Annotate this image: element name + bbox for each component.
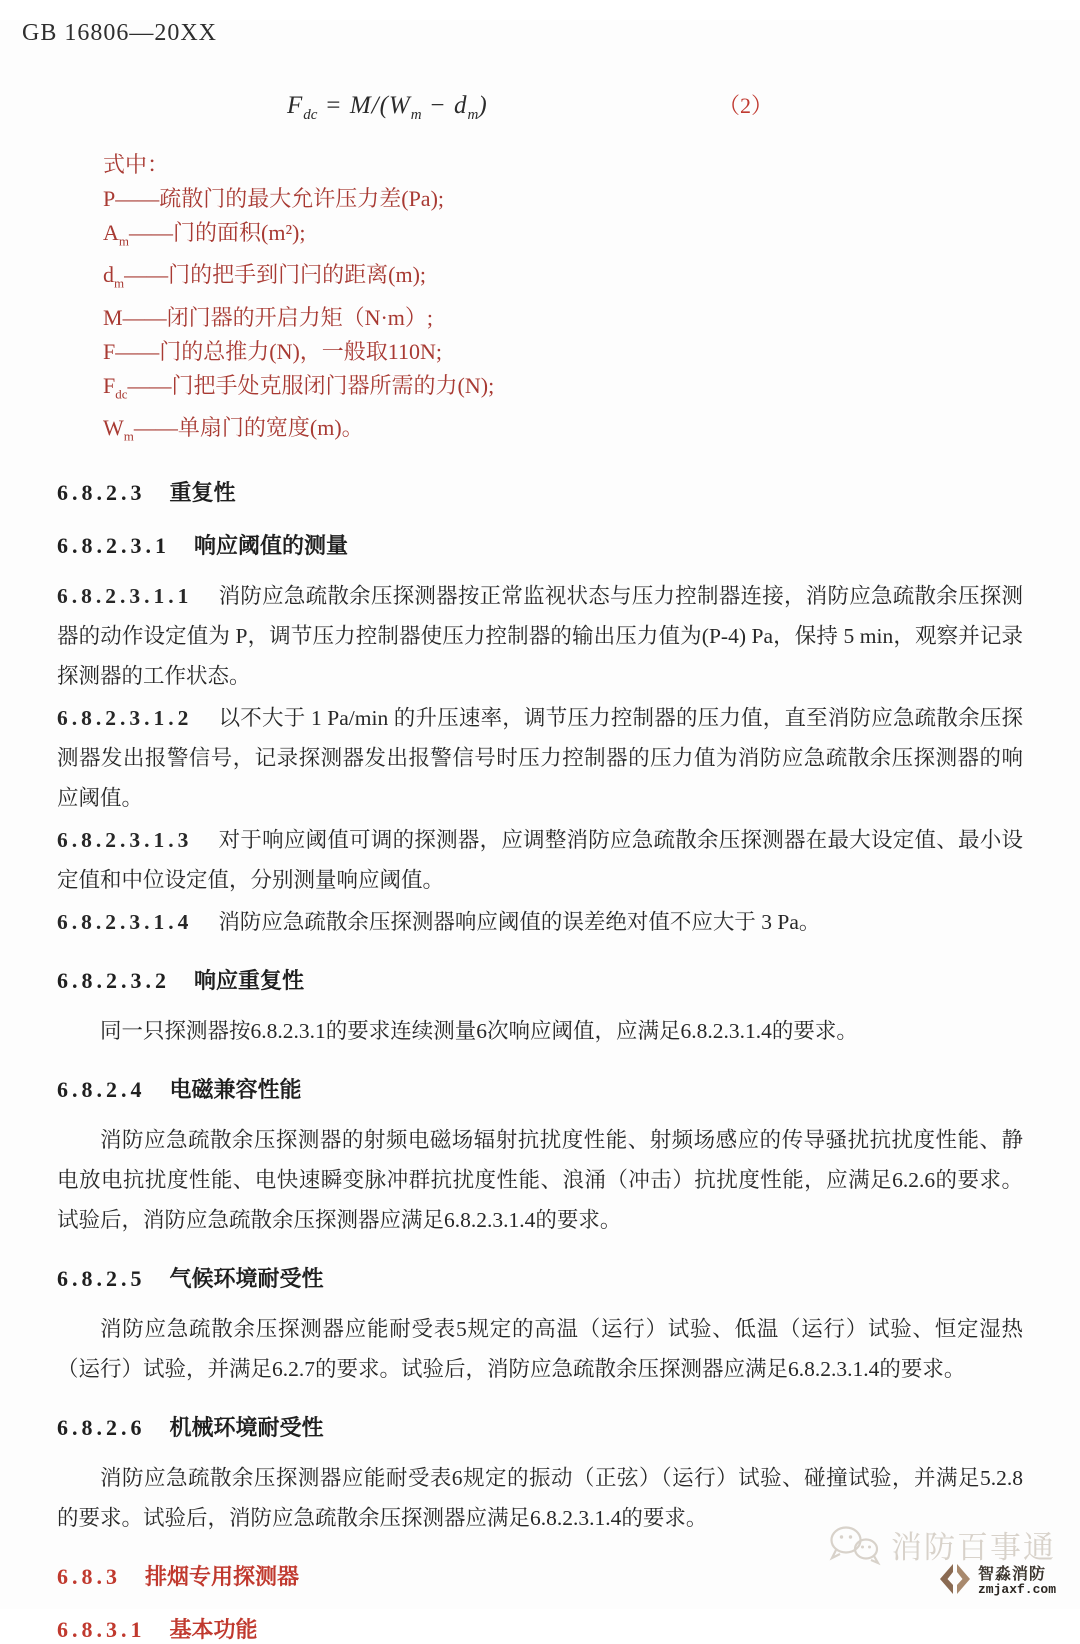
brand-watermark-text: 消防百事通	[891, 1530, 1056, 1565]
section-title: 气候环境耐受性	[169, 1265, 324, 1291]
symbol-definitions	[103, 148, 1023, 454]
section-heading	[57, 1613, 1023, 1644]
section-heading	[57, 1262, 1023, 1293]
section-title: 响应阈值的测量	[194, 532, 349, 558]
clause-paragraph	[57, 576, 1023, 696]
formula-segment: = M/(W	[317, 92, 411, 119]
clause-number: 6.8.2.3.1.1	[57, 583, 193, 608]
page-body	[0, 89, 1080, 1644]
section-number: 6.8.2.5	[57, 1265, 146, 1291]
watermark	[827, 1523, 1056, 1601]
body-paragraph: 消防应急疏散余压探测器应能耐受表6规定的振动（正弦）（运行）试验、碰撞试验，并满足5.2.8的要求。试验后，消防应急疏散余压探测器应满足6.8.2.3.1.4的要求。	[57, 1465, 1023, 1530]
definitions-intro: 式中：	[103, 152, 170, 177]
section-heading	[57, 529, 1023, 560]
company-logo-texts	[978, 1566, 1056, 1598]
formula-subscript: m	[410, 107, 422, 123]
section-title: 基本功能	[169, 1616, 258, 1642]
section-title: 响应重复性	[194, 967, 305, 993]
formula-number: （2）	[717, 93, 773, 118]
section-title: 排烟专用探测器	[145, 1563, 300, 1589]
definition-item: M——闭门器的开启力矩（N·m）;	[103, 304, 434, 330]
clause-text: 消防应急疏散余压探测器响应阈值的误差绝对值不应大于 3 Pa。	[218, 909, 821, 934]
clause-text: 对于响应阈值可调的探测器，应调整消防应急疏散余压探测器在最大设定值、最小设定值和中位设定值，分别测量响应阈值。	[57, 827, 1023, 892]
formula	[287, 92, 488, 124]
section-heading	[57, 476, 1023, 507]
section-number: 6.8.2.4	[57, 1076, 146, 1102]
section-number: 6.8.2.3	[57, 479, 146, 505]
clause-number: 6.8.2.3.1.2	[57, 705, 193, 730]
clause-paragraph	[57, 902, 1023, 942]
section-number: 6.8.2.6	[57, 1414, 146, 1440]
definition-item: $W_m——$单扇门的宽度(m)。	[103, 415, 364, 444]
company-domain: zmjaxf.com	[977, 1582, 1056, 1598]
formula-segment: F	[287, 92, 304, 119]
formula-subscript: m	[467, 107, 479, 123]
standard-number: GB 16806—20XX	[22, 20, 218, 46]
section-title: 机械环境耐受性	[169, 1414, 324, 1440]
clause-paragraph	[57, 820, 1023, 900]
formula-segment: − d	[421, 92, 468, 119]
formula-segment: )	[478, 92, 488, 119]
body-paragraph: 消防应急疏散余压探测器应能耐受表5规定的高温（运行）试验、低温（运行）试验、恒定湿热（运行）试验，并满足6.2.7的要求。试验后，消防应急疏散余压探测器应满足6.8.2.3.1.4的要求。	[57, 1316, 1023, 1381]
clause-number: 6.8.2.3.1.3	[57, 827, 193, 852]
document-sections	[57, 476, 1023, 1644]
definition-item: $d_m——$门的把手到门闩的距离(m);	[103, 262, 427, 291]
clause-paragraph	[57, 698, 1023, 818]
section-heading	[57, 1073, 1023, 1104]
section-title: 电磁兼容性能	[169, 1076, 302, 1102]
section-heading	[57, 964, 1023, 995]
definition-item: $A_m——$门的面积(m²);	[103, 220, 306, 249]
company-logo	[827, 1562, 1056, 1601]
section-heading	[57, 1411, 1023, 1442]
section-number: 6.8.2.3.2	[57, 967, 170, 993]
company-name: 智淼消防	[977, 1565, 1046, 1583]
definition-item: P——疏散门的最大允许压力差(Pa);	[103, 186, 445, 211]
clause-text: 以不大于 1 Pa/min 的升压速率，调节压力控制器的压力值，直至消防应急疏散余压探测器发出报警信号，记录探测器发出报警信号时压力控制器的压力值为消防应急疏散余压探测器的响应阈值。	[57, 705, 1023, 810]
document-page	[0, 20, 1080, 1642]
section-title: 重复性	[169, 479, 236, 505]
section-number: 6.8.3	[57, 1563, 121, 1589]
definition-item: $F_{dc}——$门把手处克服闭门器所需的力(N);	[103, 372, 495, 402]
body-paragraph: 同一只探测器按6.8.2.3.1的要求连续测量6次响应阈值，应满足6.8.2.3.1.4的要求。	[100, 1018, 858, 1043]
body-paragraph: 消防应急疏散余压探测器的射频电磁场辐射抗扰度性能、射频场感应的传导骚扰抗扰度性能、静电放电抗扰度性能、电快速瞬变脉冲群抗扰度性能、浪涌（冲击）抗扰度性能，应满足6.2.6的要求。试验后，消防应急疏散余压探测器应满足6.8.2.3.1.4的要求。	[57, 1127, 1023, 1232]
section-number: 6.8.2.3.1	[57, 532, 170, 558]
definition-item: F——门的总推力(N)，一般取110N;	[103, 338, 442, 364]
formula-row	[57, 89, 1023, 124]
clause-number: 6.8.2.3.1.4	[57, 909, 193, 934]
diamond-logo-icon	[937, 1562, 973, 1601]
section-number: 6.8.3.1	[57, 1616, 146, 1642]
clause-text: 消防应急疏散余压探测器按正常监视状态与压力控制器连接，消防应急疏散余压探测器的动作设定值为 P，调节压力控制器使压力控制器的输出压力值为(P-4) Pa，保持 5 min，观察并记录探测器的工作状态。	[57, 583, 1023, 688]
formula-subscript: dc	[303, 107, 318, 123]
